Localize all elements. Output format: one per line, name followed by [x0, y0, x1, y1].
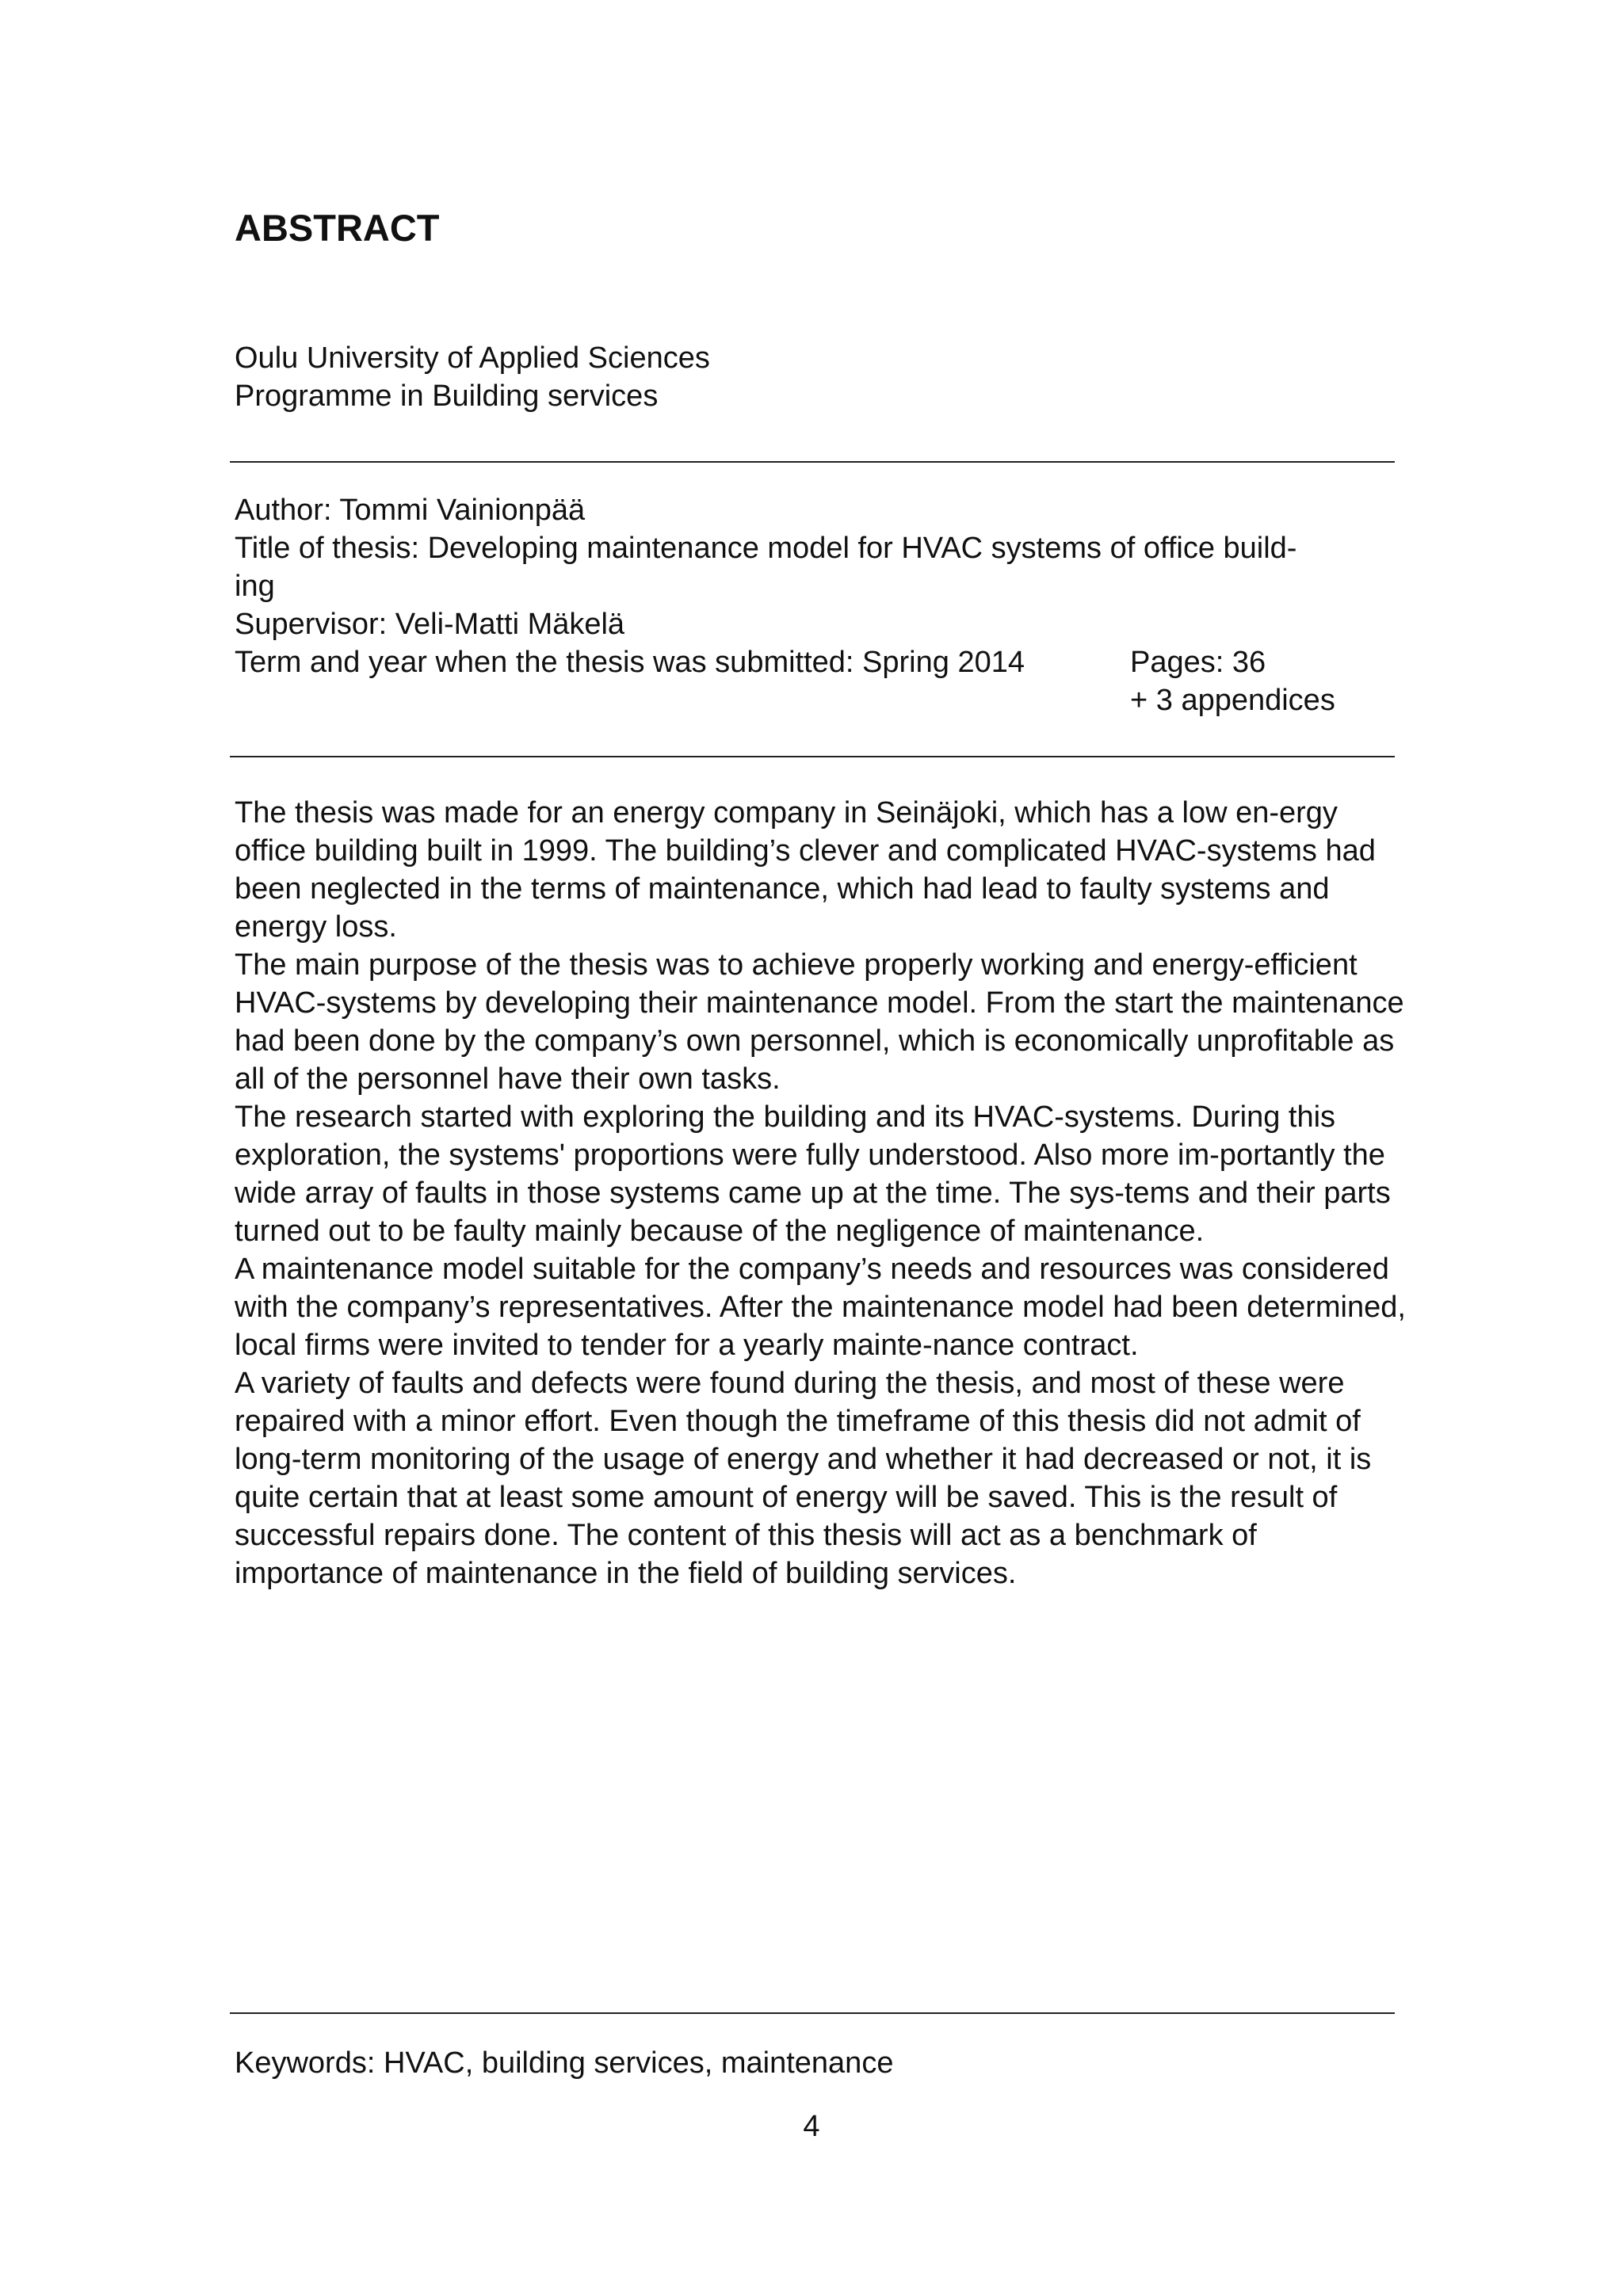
page-number: 4: [803, 2110, 820, 2143]
abstract-body: [235, 794, 1407, 1592]
author-line: Author: Tommi Vainionpää: [235, 494, 586, 527]
term-row: [235, 643, 1407, 681]
title-line-2: ing: [235, 570, 275, 603]
supervisor-line: Supervisor: Veli-Matti Mäkelä: [235, 608, 625, 641]
abstract-paragraph: The main purpose of the thesis was to achieve properly working and energy-efficient HVAC-systems by developing their maintenance model. From the start the maintenance had been done by the company’s own personnel, which is economically unprofitable as all of the personnel have their own tasks.: [235, 948, 1404, 1096]
programme-name: Programme in Building services: [235, 379, 659, 413]
abstract-paragraph: The thesis was made for an energy company in Seinäjoki, which has a low en-ergy office building built in 1999. The building’s clever and complicated HVAC-systems had been neglected in the terms of maintenance, which had lead to faulty systems and energy loss.: [235, 796, 1376, 944]
title-line-1: Title of thesis: Developing maintenance model for HVAC systems of office build-: [235, 532, 1297, 565]
divider-top: [230, 461, 1395, 463]
abstract-paragraph: A maintenance model suitable for the company’s needs and resources was considered with the company’s representatives. After the maintenance model had been determined, local firms were invited to tender for a yearly mainte-nance contract.: [235, 1253, 1406, 1362]
divider-bottom: [230, 2012, 1395, 2014]
institution-block: [235, 339, 1407, 415]
divider-middle: [230, 756, 1395, 757]
thesis-meta-block: [235, 491, 1407, 719]
page-title: ABSTRACT: [235, 207, 440, 249]
pages-count: Pages: 36: [1130, 646, 1266, 679]
university-name: Oulu University of Applied Sciences: [235, 341, 710, 375]
keywords-line: Keywords: HVAC, building services, maintenance: [235, 2046, 894, 2080]
appendices-row: [235, 681, 1407, 719]
abstract-paragraph: A variety of faults and defects were found during the thesis, and most of these were repaired with a minor effort. Even though the timeframe of this thesis did not admit of long-term monitoring of the usage of energy and whether it had decreased or not, it is quite certain that at least some amount of energy will be saved. This is the result of successful repairs done. The content of this thesis will act as a benchmark of importance of maintenance in the field of building services.: [235, 1367, 1372, 1590]
abstract-paragraph: The research started with exploring the building and its HVAC-systems. During this exploration, the systems' proportions were fully understood. Also more im-portantly the wide array of faults in those systems came up at the time. The sys-tems and their parts turned out to be faulty mainly because of the negligence of maintenance.: [235, 1100, 1391, 1248]
term-line: Term and year when the thesis was submitted: Spring 2014: [235, 646, 1025, 679]
appendices-count: + 3 appendices: [1130, 684, 1335, 717]
